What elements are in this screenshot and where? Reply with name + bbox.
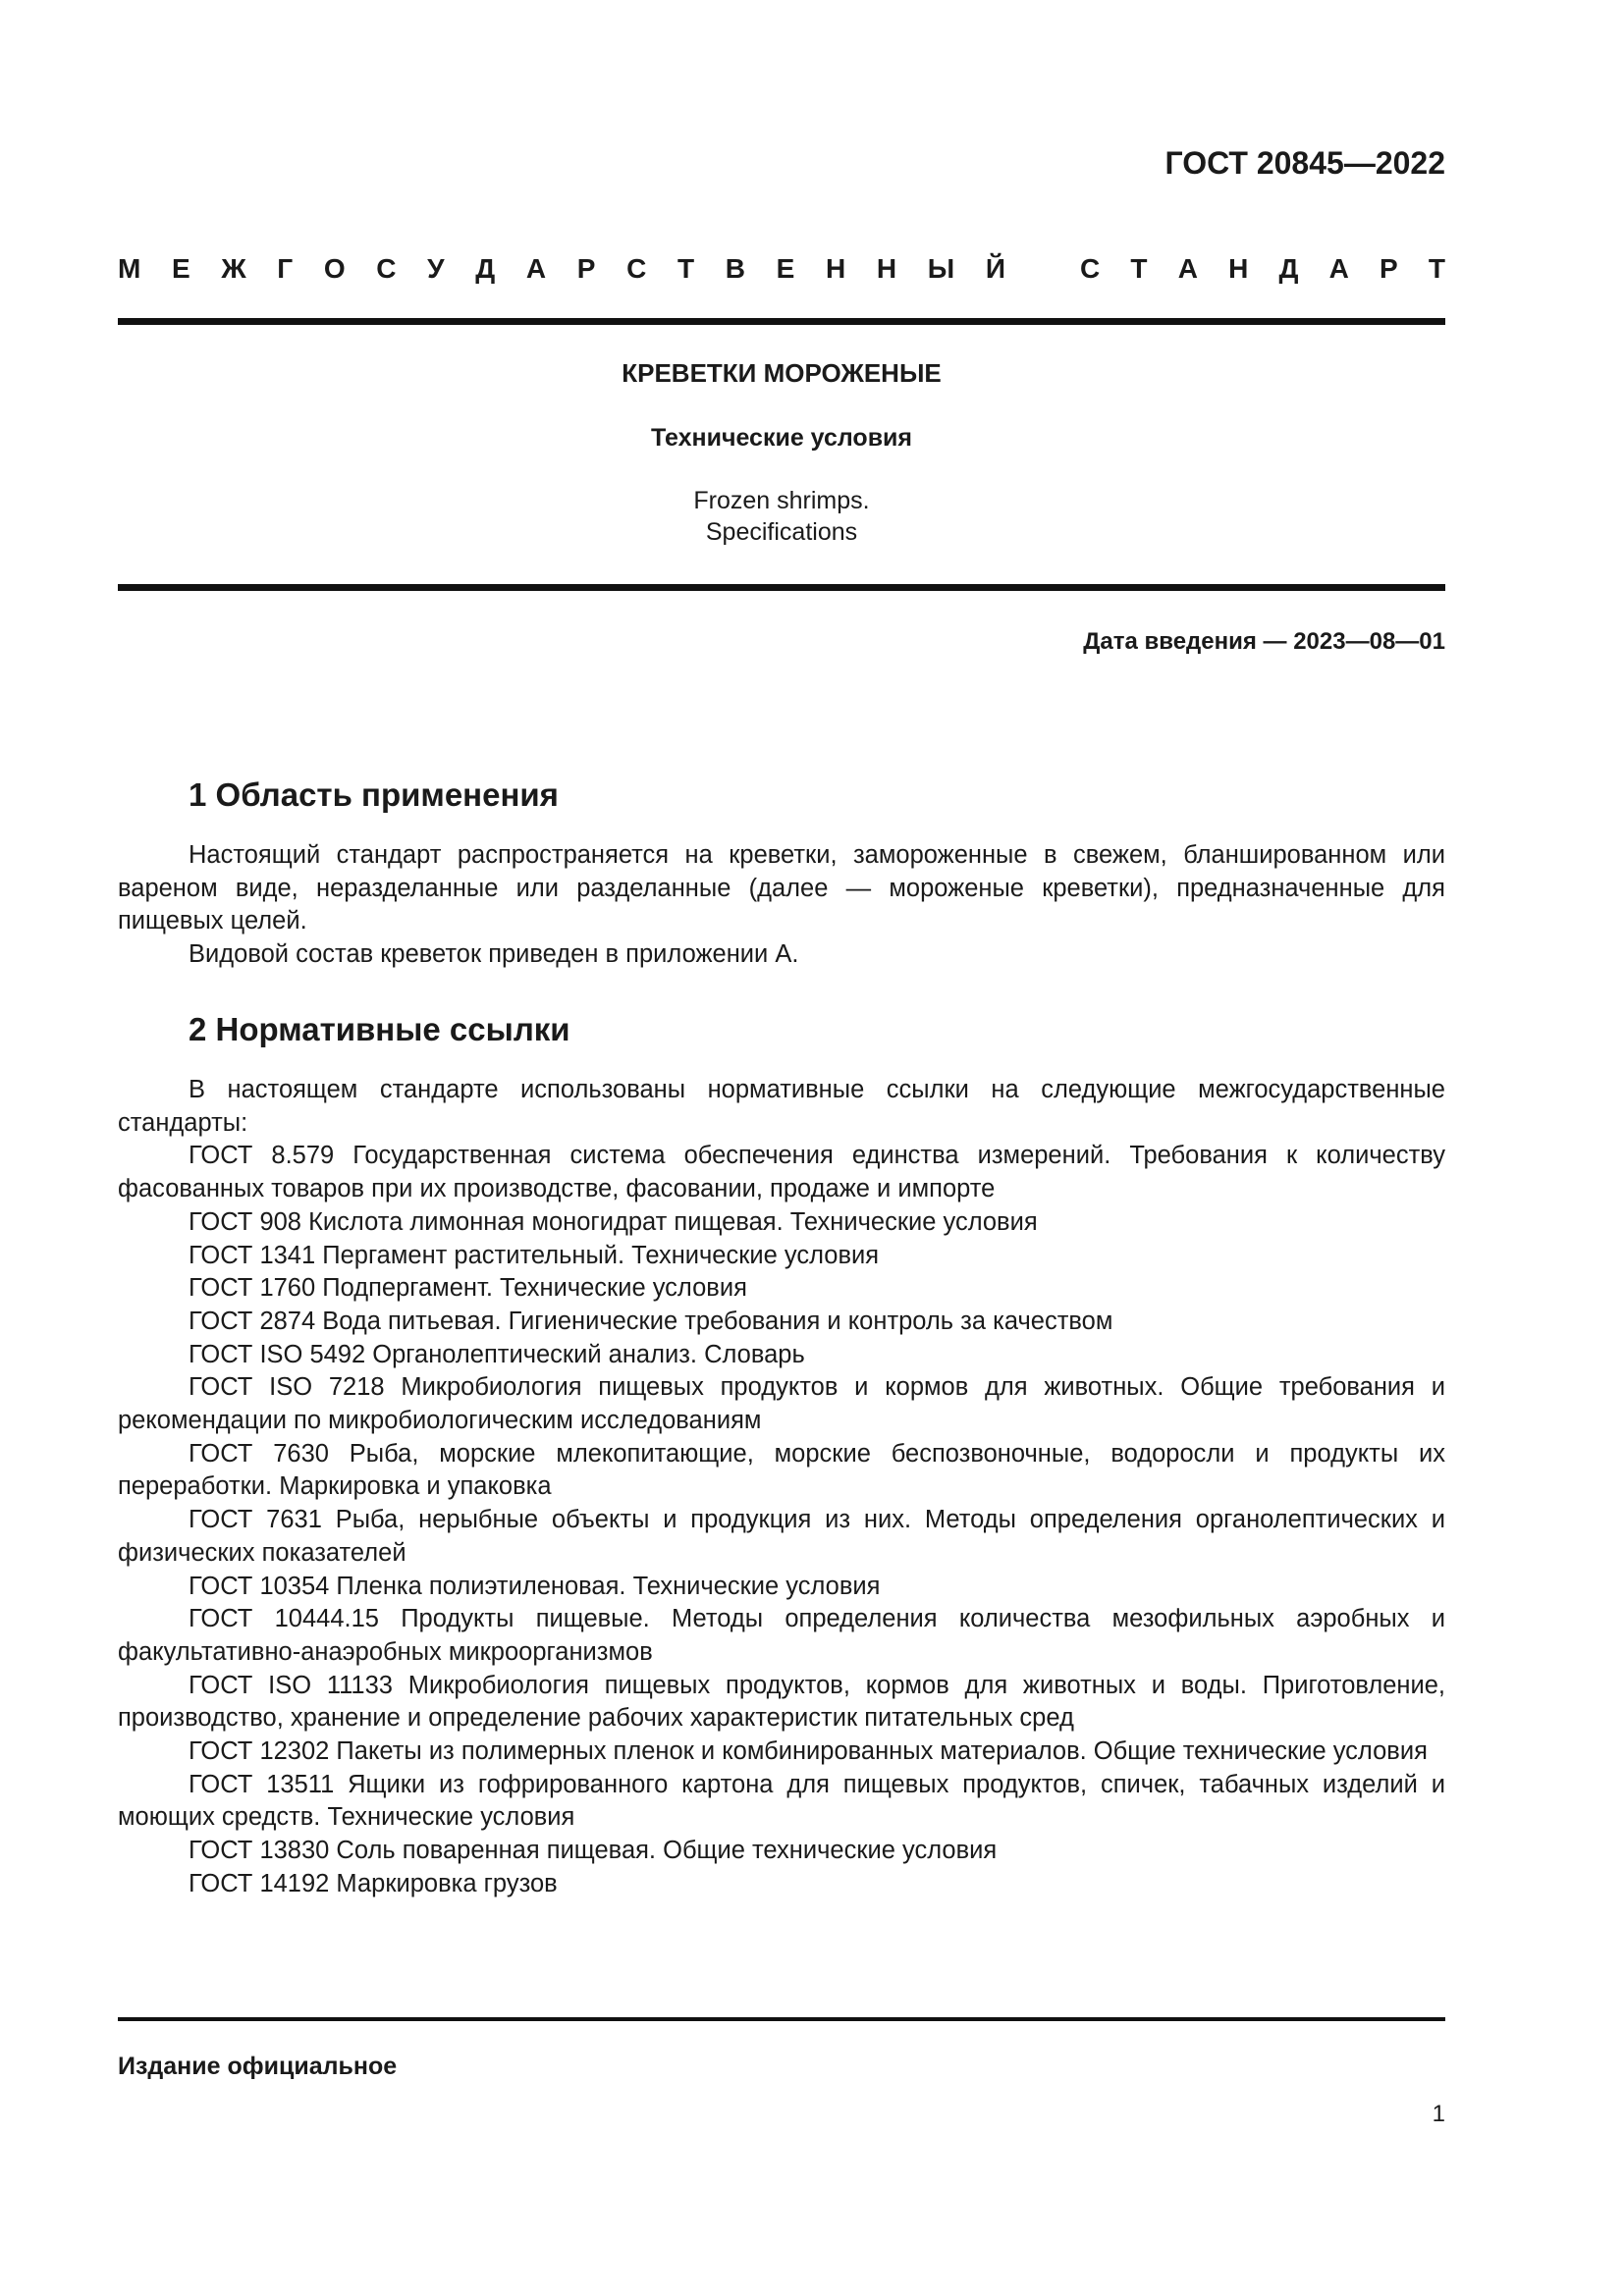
paragraph: Настоящий стандарт распространяется на креветки, замороженные в свежем, бланшированном или вареном виде, неразделанные или разделанные (далее — мороженые креветки), предназначенные для пищевых целей.: [118, 841, 1445, 935]
banner-word-standard: [1080, 253, 1445, 285]
paragraph: Видовой состав креветок приведен в приложении А.: [189, 940, 799, 969]
document-page: [118, 0, 1445, 2296]
paragraph: ГОСТ 10354 Пленка полиэтиленовая. Технические условия: [189, 1572, 881, 1600]
banner-letter: У: [427, 253, 445, 284]
document-title: КРЕВЕТКИ МОРОЖЕНЫЕ: [622, 358, 942, 388]
banner-letter: Р: [1380, 253, 1398, 284]
section-heading-scope: 1 Область применения: [189, 776, 559, 813]
banner-letter: Е: [171, 253, 190, 284]
banner-word-interstate: [118, 253, 1005, 285]
banner-letter: Р: [576, 253, 596, 284]
banner-letter: Й: [985, 253, 1005, 284]
paragraph: ГОСТ 13511 Ящики из гофрированного картона для пищевых продуктов, спичек, табачных изделий и моющих средств. Технические условия: [118, 1770, 1445, 1832]
english-title: [118, 485, 1445, 548]
paragraph: ГОСТ 1341 Пергамент растительный. Технические условия: [189, 1241, 880, 1269]
paragraph: ГОСТ ISO 7218 Микробиология пищевых продуктов и кормов для животных. Общие требования и рекомендации по микробиологическим исследованиям: [118, 1373, 1445, 1435]
title-rule: [118, 584, 1445, 591]
banner-letter: Т: [1428, 253, 1445, 284]
effective-date: Дата введения — 2023—08—01: [1083, 628, 1445, 655]
document-subtitle: Технические условия: [650, 424, 913, 452]
paragraph: ГОСТ 2874 Вода питьевая. Гигиенические требования и контроль за качеством: [189, 1307, 1113, 1335]
page-number: 1: [1432, 2101, 1445, 2127]
banner-letter: Т: [1130, 253, 1148, 284]
paragraph: ГОСТ 7630 Рыба, морские млекопитающие, морские беспозвоночные, водоросли и продукты их переработки. Маркировка и упаковка: [118, 1439, 1445, 1501]
section-body-scope: [118, 839, 1445, 972]
banner-letter: М: [118, 253, 141, 284]
banner-letter: А: [525, 253, 547, 284]
banner-letter: С: [376, 253, 397, 284]
paragraph: ГОСТ 10444.15 Продукты пищевые. Методы определения количества мезофильных аэробных и факультативно-анаэробных микроорганизмов: [118, 1605, 1445, 1666]
paragraph: ГОСТ 14192 Маркировка грузов: [189, 1869, 558, 1897]
document-code: ГОСТ 20845—2022: [1164, 145, 1445, 181]
banner-letter: Н: [876, 253, 897, 284]
banner-letter: Д: [1278, 253, 1299, 284]
banner-letter: А: [1177, 253, 1198, 284]
paragraph: ГОСТ ISO 11133 Микробиология пищевых продуктов, кормов для животных и воды. Приготовление, производство, хранение и определение рабочих характеристик питательных сред: [118, 1671, 1445, 1733]
paragraph: ГОСТ 13830 Соль поваренная пищевая. Общие технические условия: [189, 1837, 998, 1865]
banner-letter: О: [323, 253, 346, 284]
banner-letter: Е: [776, 253, 795, 284]
paragraph: ГОСТ 12302 Пакеты из полимерных пленок и комбинированных материалов. Общие технические условия: [189, 1737, 1428, 1766]
paragraph: ГОСТ 7631 Рыба, нерыбные объекты и продукция из них. Методы определения органолептических и физических показателей: [118, 1506, 1445, 1567]
banner-letter: Ы: [927, 253, 955, 284]
paragraph: ГОСТ 8.579 Государственная система обеспечения единства измерений. Требования к количеству фасованных товаров при их производстве, фасовании, продаже и импорте: [118, 1142, 1445, 1203]
banner-letter: С: [1080, 253, 1101, 284]
banner-letter: В: [725, 253, 745, 284]
paragraph: ГОСТ 908 Кислота лимонная моногидрат пищевая. Технические условия: [189, 1207, 1038, 1236]
paragraph: ГОСТ ISO 5492 Органолептический анализ. Словарь: [189, 1340, 805, 1368]
banner-letter: Н: [825, 253, 846, 284]
edition-label: Издание официальное: [118, 2053, 398, 2080]
banner-letter: Г: [277, 253, 294, 284]
top-rule: [118, 318, 1445, 325]
banner-letter: Д: [475, 253, 496, 284]
paragraph: В настоящем стандарте использованы нормативные ссылки на следующие межгосударственные стандарты:: [118, 1076, 1445, 1137]
banner-letter: Ж: [221, 253, 246, 284]
footer-rule: [118, 2017, 1445, 2021]
section-heading-references: 2 Нормативные ссылки: [189, 1011, 570, 1047]
english-title-line: Frozen shrimps.: [693, 487, 870, 514]
banner-letter: А: [1328, 253, 1349, 284]
english-title-line: Specifications: [705, 518, 858, 546]
standard-banner: [118, 253, 1445, 285]
banner-letter: Т: [677, 253, 695, 284]
banner-letter: С: [626, 253, 647, 284]
section-body-references: [118, 1074, 1445, 1901]
paragraph: ГОСТ 1760 Подпергамент. Технические условия: [189, 1274, 747, 1303]
banner-letter: Н: [1228, 253, 1249, 284]
